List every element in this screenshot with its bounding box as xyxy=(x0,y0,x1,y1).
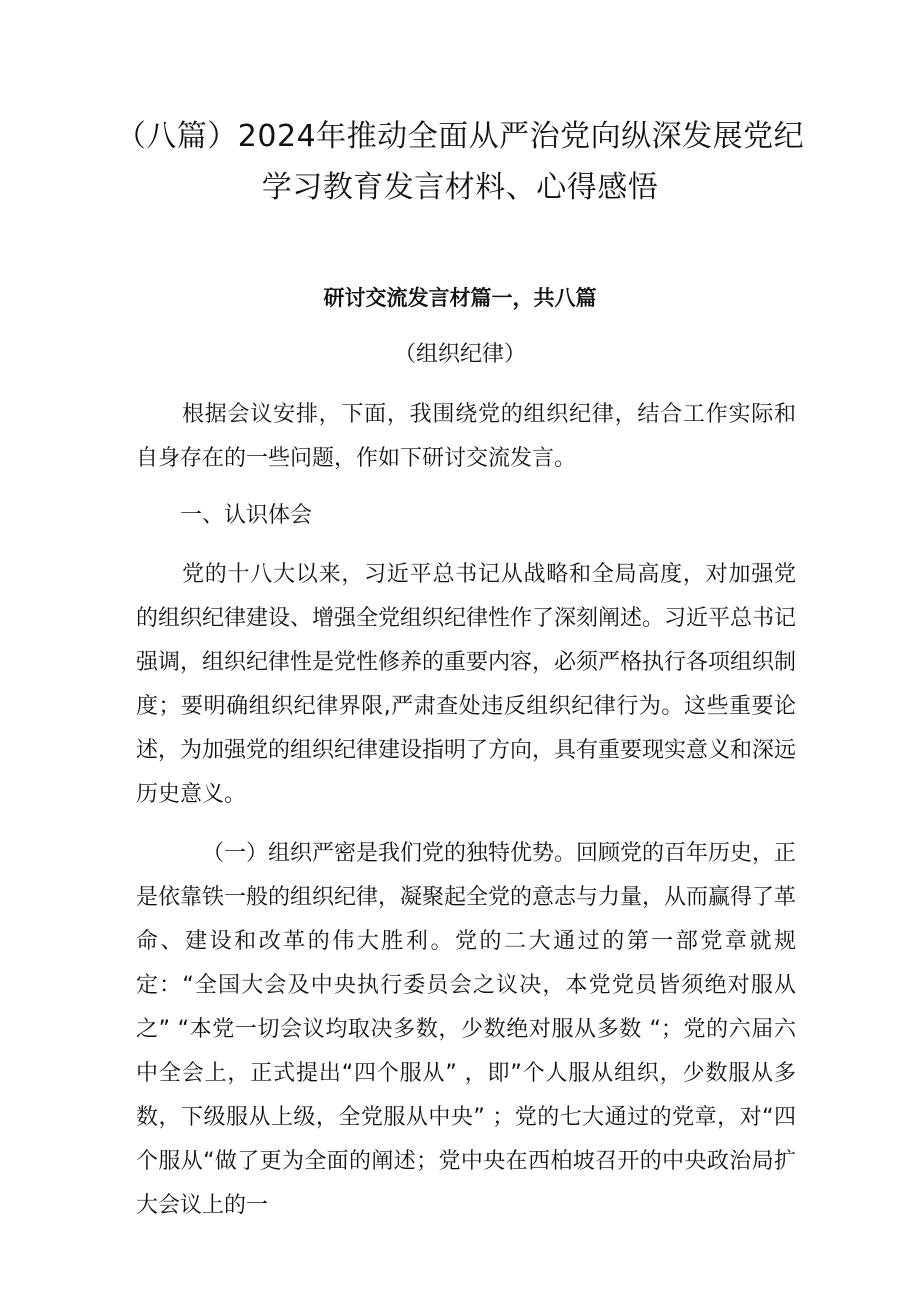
section1-heading: 一、认识体会 xyxy=(180,503,313,528)
document-title-line1: （八篇）2024年推动全面从严治党向纵深发展党纪 xyxy=(115,119,805,154)
section1-paragraph-2: （一）组织严密是我们党的独特优势。回顾党的百年历史，正是依靠铁一般的组织纪律，凝聚起全党的意志与力量，从而赢得了革命、建设和改革的伟大胜利。党的二大通过的第一部党章就规定：“全国大会及中央执行委员会之议决，本党党员皆须绝对服从之” “本党一切会议均取决多数，少数绝对服从多数 “；党的六届六中全会上，正式提出“四个服从” ，即”个人服从组织，少数服从多数，下级服从上级，全党服从中央” ；党的七大通过的党章，对“四个服从“做了更为全面的阐述；党中央在西柏坡召开的中央政治局扩大会议上的一 xyxy=(136,841,797,1218)
section-topic: （组织纪律） xyxy=(393,342,526,367)
document-title-line2: 学习教育发言材料、心得感悟 xyxy=(261,170,659,205)
section-subtitle: 研讨交流发言材篇一，共八篇 xyxy=(323,286,597,310)
section1-paragraph-1: 党的十八大以来，习近平总书记从战略和全局高度，对加强党的组织纪律建设、增强全党组织纪律性作了深刻阐述。习近平总书记强调，组织纪律性是党性修养的重要内容，必须严格执行各项组织制度；要明确组织纪律界限,严肃查处违反组织纪律行为。这些重要论述，为加强党的组织纪律建设指明了方向，具有重要现实意义和深远历史意义。 xyxy=(136,562,797,807)
intro-paragraph: 根据会议安排，下面，我围绕党的组织纪律，结合工作实际和自身存在的一些问题，作如下研讨交流发言。 xyxy=(136,402,796,471)
